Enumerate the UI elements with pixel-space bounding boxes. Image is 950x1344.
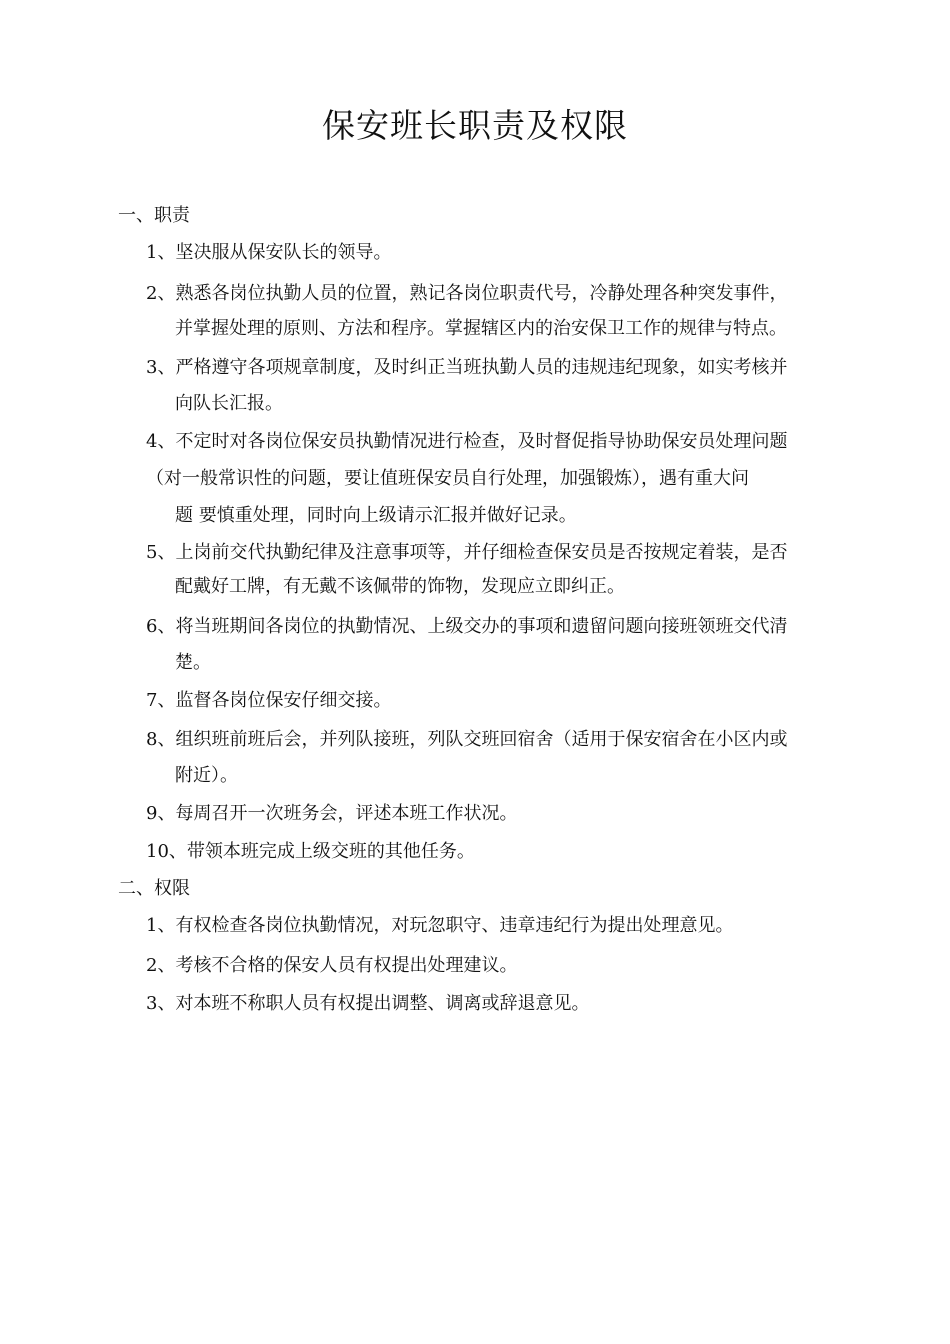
authority-item-3: 3、对本班不称职人员有权提出调整、调离或辞退意见。	[146, 993, 590, 1014]
duty-item-4-continued: （对一般常识性的问题，要让值班保安员自行处理，加强锻炼），遇有重大问	[146, 468, 749, 489]
duty-item-8: 8、组织班前班后会，并列队接班，列队交班回宿舍（适用于保安宿舍在小区内或	[146, 729, 788, 750]
duty-item-5-continued: 配戴好工牌，有无戴不该佩带的饰物，发现应立即纠正。	[175, 576, 625, 597]
page-title: 保安班长职责及权限	[322, 106, 628, 145]
section-heading-authority: 二、权限	[118, 878, 190, 899]
duty-item-6-continued: 楚。	[175, 652, 211, 673]
duty-item-9: 9、每周召开一次班务会，评述本班工作状况。	[146, 803, 518, 824]
duty-item-4-continued: 题 要慎重处理，同时向上级请示汇报并做好记录。	[175, 505, 577, 526]
duty-item-10: 10、带领本班完成上级交班的其他任务。	[146, 841, 475, 862]
authority-item-2: 2、考核不合格的保安人员有权提出处理建议。	[146, 955, 518, 976]
authority-item-1: 1、有权检查各岗位执勤情况，对玩忽职守、违章违纪行为提出处理意见。	[146, 915, 734, 936]
duty-item-5: 5、上岗前交代执勤纪律及注意事项等，并仔细检查保安员是否按规定着装，是否	[146, 542, 788, 563]
duty-item-3-continued: 向队长汇报。	[175, 393, 283, 414]
section-heading-duties: 一、职责	[118, 205, 190, 226]
duty-item-4: 4、不定时对各岗位保安员执勤情况进行检查，及时督促指导协助保安员处理问题	[146, 431, 788, 452]
duty-item-2-continued: 并掌握处理的原则、方法和程序。掌握辖区内的治安保卫工作的规律与特点。	[175, 318, 787, 339]
duty-item-1: 1、坚决服从保安队长的领导。	[146, 242, 392, 263]
duty-item-8-continued: 附近）。	[175, 765, 238, 786]
duty-item-6: 6、将当班期间各岗位的执勤情况、上级交办的事项和遗留问题向接班领班交代清	[146, 616, 788, 637]
duty-item-7: 7、监督各岗位保安仔细交接。	[146, 690, 392, 711]
duty-item-2: 2、熟悉各岗位执勤人员的位置，熟记各岗位职责代号，冷静处理各种突发事件，	[146, 283, 788, 304]
duty-item-3: 3、严格遵守各项规章制度，及时纠正当班执勤人员的违规违纪现象，如实考核并	[146, 357, 788, 378]
